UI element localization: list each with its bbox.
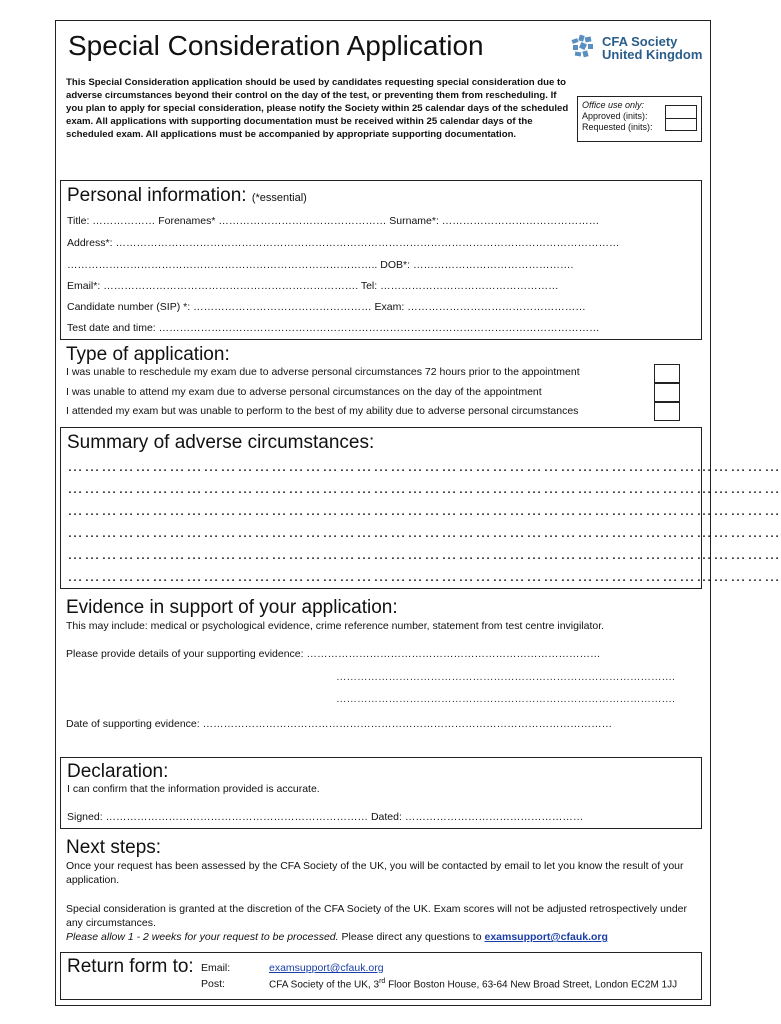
post-address-sup: rd [379,978,386,985]
declaration-statement: I can confirm that the information provided is accurate. [67,783,320,795]
evidence-title: Evidence in support of your application: [66,597,398,618]
evidence-details-field[interactable]: ………………………………………………………………………… [306,648,601,660]
post-address-end: Floor Boston House, 63-64 New Broad Street, London EC2M 1JJ [385,979,678,991]
type-option-2: I was unable to attend my exam due to adverse personal circumstances on the day of the appointment [66,386,542,398]
requested-label: Requested (inits): [582,122,653,132]
email-label: Email*: [67,280,101,292]
support-email-link[interactable]: examsupport@cfauk.org [484,931,608,943]
approved-label: Approved (inits): [582,111,648,121]
evidence-note: This may include: medical or psychological evidence, crime reference number, statement from test centre invigilator. [66,620,605,632]
email-field[interactable]: ………………………………………………………………. [103,280,361,292]
next-steps-p3 [66,930,694,944]
email-row [67,280,559,292]
tel-field[interactable]: …………………………………………… [380,280,559,292]
surname-label: Surname*: [389,215,439,227]
post-address-start: CFA Society of the UK, 3 [269,979,380,991]
summary-line[interactable]: ……………………………………………………………………………………………………………… [67,546,781,563]
test-date-label: Test date and time: [67,322,156,334]
signed-label: Signed: [67,811,103,823]
evidence-section [60,595,702,745]
application-type-section [60,342,702,424]
type-option-1-checkbox[interactable] [654,364,680,383]
title-label: Title: [67,215,90,227]
forenames-label: Forenames* [158,215,216,227]
signed-field[interactable]: ………………………………………………………………… [105,811,371,823]
return-email-label: Email: [201,962,231,974]
evidence-details-row [66,648,600,660]
logo-line-2: United Kingdom [602,47,703,62]
next-steps-p1: Once your request has been assessed by the CFA Society of the UK, you will be contacted by email to let you know the result of your application. [66,860,684,886]
evidence-date-field[interactable]: ……………………………………………………………………………………………………… [202,718,613,730]
address-row [67,237,695,249]
evidence-details-field-3[interactable]: ……………………………………………………………………………………. [336,693,675,705]
dob-label: DOB*: [380,259,411,271]
address-field-2[interactable]: …………………………………………………………………………….. [67,259,381,271]
candidate-field[interactable]: …………………………………………… [193,301,375,313]
declaration-section [60,757,702,829]
title-field[interactable]: ……………… [92,215,159,227]
type-option-1: I was unable to reschedule my exam due to adverse personal circumstances 72 hours prior to the appointment [66,366,580,378]
application-type-title: Type of application: [66,344,230,365]
return-post-label: Post: [201,978,225,990]
exam-field[interactable]: …………………………………………… [407,301,586,313]
evidence-date-label: Date of supporting evidence: [66,718,200,730]
personal-info-section [60,180,702,340]
office-use-label: Office use only: [582,100,645,110]
signed-row [67,811,583,823]
office-use-box [577,96,702,142]
return-post-address [269,978,677,990]
summary-section [60,427,781,589]
return-email-wrap [269,962,384,974]
evidence-details-label: Please provide details of your supporting evidence: [66,648,304,660]
evidence-details-field-2[interactable]: ……………………………………………………………………………………. [336,671,675,683]
dob-field[interactable]: ………………………………………. [412,259,574,271]
office-initials-boxes[interactable] [665,105,697,131]
next-steps-section [60,833,702,949]
return-email-link[interactable]: examsupport@cfauk.org [269,962,384,974]
cfa-logo [570,33,705,63]
summary-title: Summary of adverse circumstances: [67,432,375,453]
surname-field[interactable]: ……………………………………… [441,215,600,227]
evidence-date-row [66,718,694,730]
essential-note: (*essential) [251,192,307,204]
declaration-title: Declaration: [67,761,169,782]
questions-text: Please direct any questions to [338,931,485,943]
page-title: Special Consideration Application [68,30,484,61]
summary-line[interactable]: ……………………………………………………………………………………………………………… [67,524,781,541]
personal-info-title: Personal information: (*essential) [67,185,307,206]
intro-text: This Special Consideration application should be used by candidates requesting special consideration due to adverse circumstances beyond their control on the day of the test, or preventing them from rescheduling. If you plan to apply for special consideration, please notify the Society within 25 calendar days of the scheduled exam. All applications with supporting documentation must be received within 25 calendar days of the scheduled exam. All applications must be accompanied by appropriate supporting documentation. [66,77,569,140]
address-field[interactable]: ……………………………………………………………………………………………………………………………… [115,237,620,249]
candidate-row [67,301,586,313]
next-steps-p2: Special consideration is granted at the discretion of the CFA Society of the UK. Exam scores will not be adjusted retrospectively under any circumstances. [66,903,687,929]
processing-time-note: Please allow 1 - 2 weeks for your request to be processed. [66,931,339,943]
type-option-3-checkbox[interactable] [654,402,680,421]
exam-label: Exam: [374,301,405,313]
title-row [67,215,599,227]
return-section [60,952,702,1000]
summary-line[interactable]: ……………………………………………………………………………………………………………… [67,502,781,519]
return-title: Return form to: [67,956,194,977]
dated-field[interactable]: …………………………………………… [404,811,584,823]
type-option-2-checkbox[interactable] [654,383,680,402]
type-option-3: I attended my exam but was unable to perform to the best of my ability due to adverse personal circumstances [66,405,579,417]
logo-line-1: CFA Society [602,34,678,49]
next-steps-title: Next steps: [66,837,162,858]
summary-line[interactable]: ……………………………………………………………………………………………………………… [67,480,781,497]
summary-line[interactable]: ……………………………………………………………………………………………………………… [67,568,781,585]
test-date-field[interactable]: ……………………………………………………………………………………………………………… [158,322,600,334]
dob-row [67,259,573,271]
forenames-field[interactable]: ………………………………………… [218,215,390,227]
cfa-logo-icon [570,33,598,61]
candidate-label: Candidate number (SIP) *: [67,301,191,313]
test-date-row [67,322,695,334]
dated-label: Dated: [370,811,402,823]
summary-line[interactable]: ……………………………………………………………………………………………………………… [67,458,781,475]
tel-label: Tel: [360,280,378,292]
address-label: Address*: [67,237,113,249]
